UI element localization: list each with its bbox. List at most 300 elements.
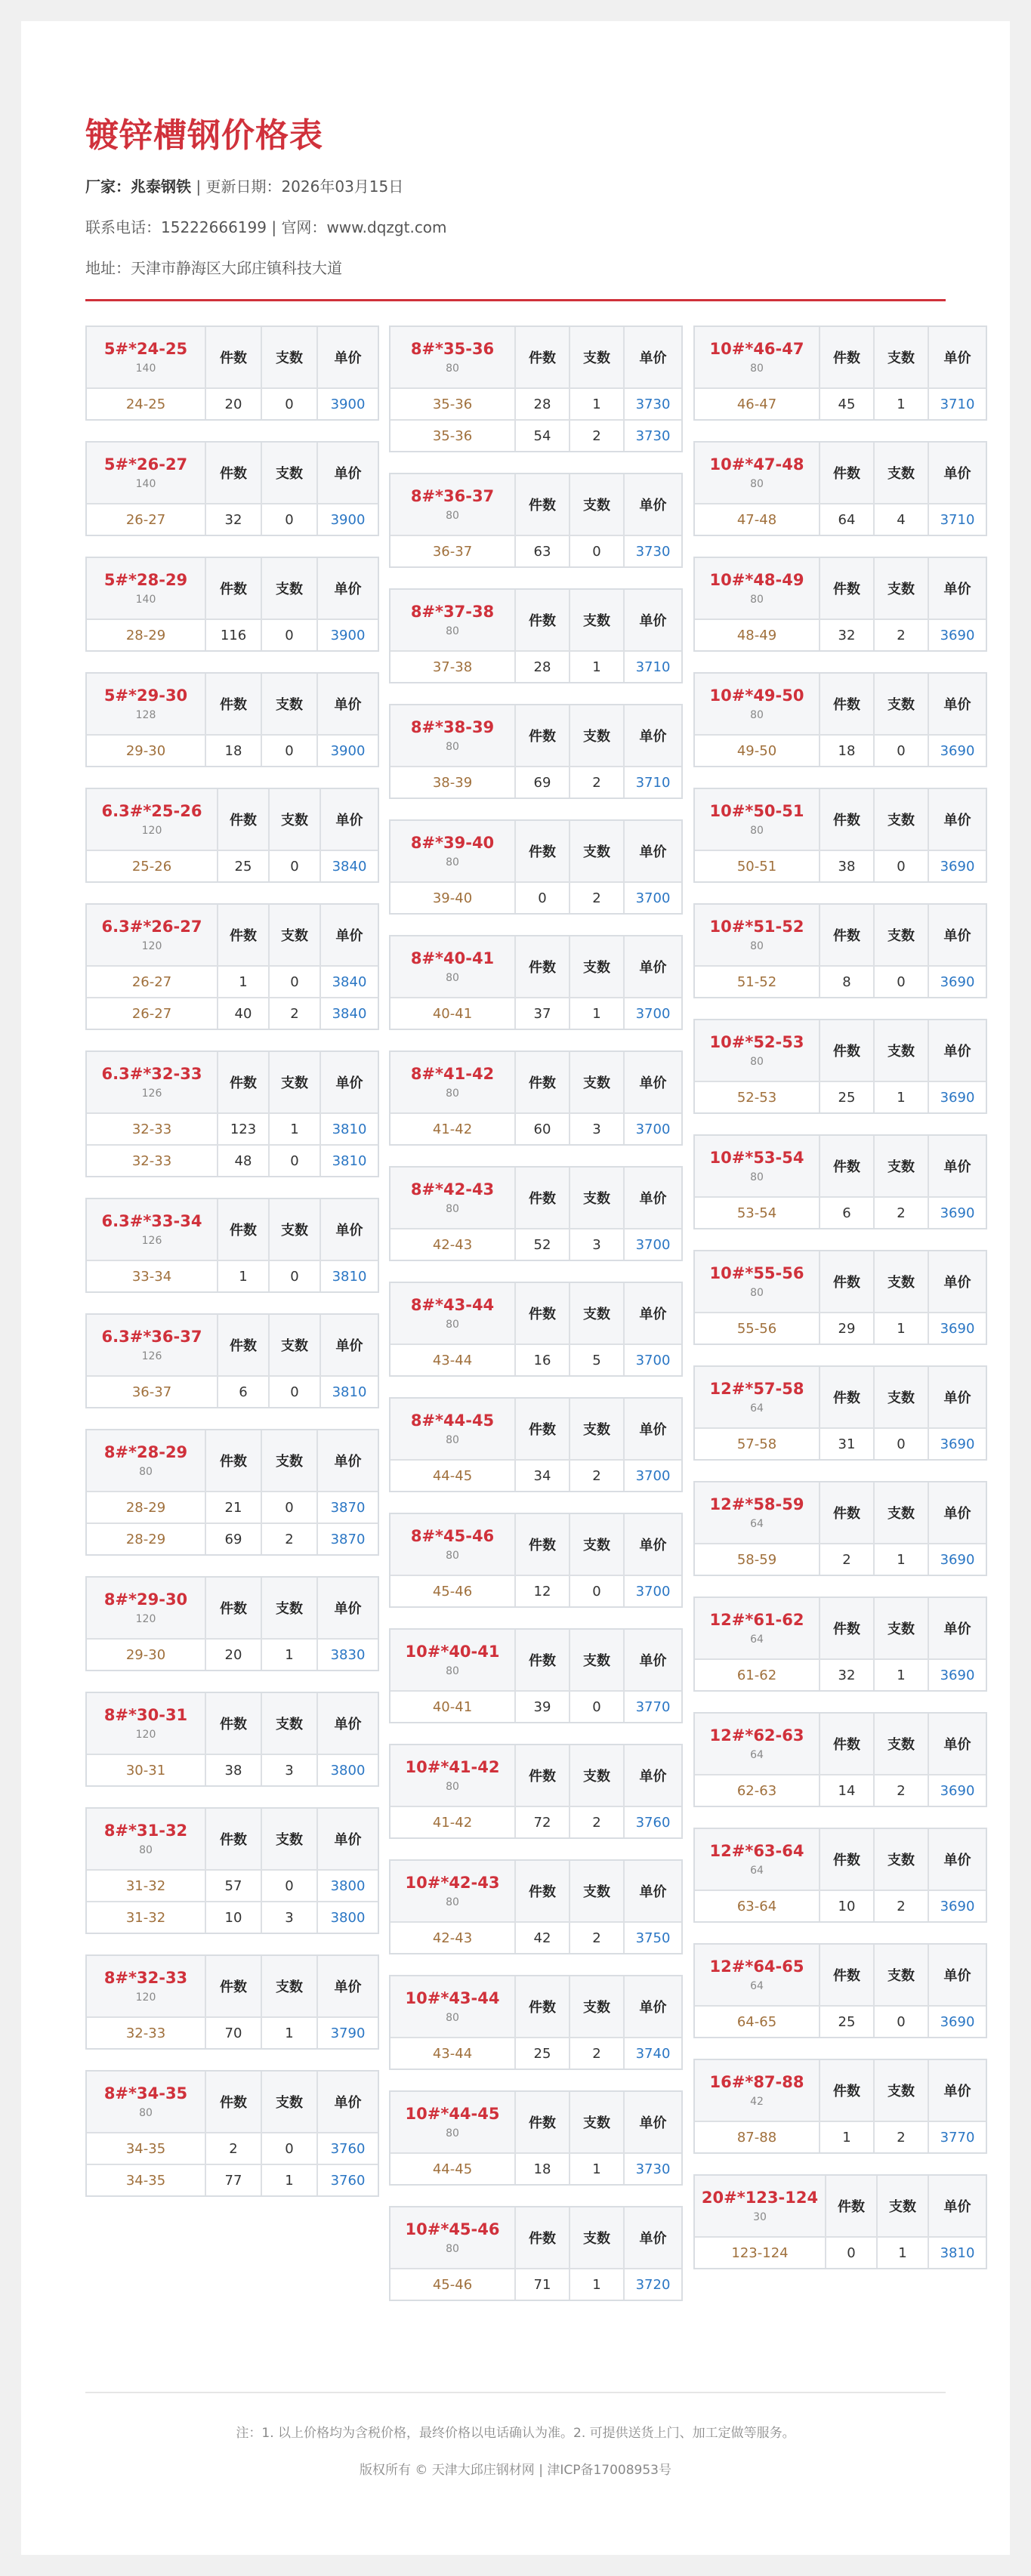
- count-header: 支数: [569, 1399, 623, 1459]
- product-name: 10#*48-49: [709, 571, 804, 589]
- product-subcount: 80: [446, 1665, 459, 1677]
- table-row: [87, 1375, 378, 1407]
- price-header: 单价: [928, 558, 986, 619]
- pieces-header: 件数: [514, 474, 569, 535]
- product-subcount: 120: [135, 1613, 156, 1625]
- price-table: [389, 1975, 683, 2070]
- pieces-cell: 2: [819, 1544, 873, 1575]
- product-name: 8#*37-38: [410, 603, 495, 621]
- table-header-row: [390, 2207, 681, 2268]
- pieces-header: 件数: [514, 1283, 569, 1344]
- count-header: 支数: [569, 2207, 623, 2268]
- count-cell: 0: [261, 1492, 316, 1522]
- spec-cell: 45-46: [432, 2276, 473, 2293]
- count-header: 支数: [569, 1168, 623, 1228]
- spec-cell: 24-25: [125, 396, 166, 412]
- pieces-cell: 54: [514, 421, 569, 451]
- pieces-header: 件数: [819, 1482, 873, 1543]
- table-row: [87, 2132, 378, 2164]
- count-cell: 1: [873, 1544, 928, 1575]
- manufacturer-label: 厂家：: [85, 177, 131, 196]
- price-table: [85, 1576, 379, 1671]
- table-header-row: [87, 1199, 378, 1260]
- table-row: [390, 2037, 681, 2069]
- count-header: 支数: [569, 1861, 623, 1921]
- price-table: [85, 1313, 379, 1408]
- spec-cell: 45-46: [432, 1583, 473, 1600]
- price-table: [389, 935, 683, 1030]
- price-table: [693, 1481, 987, 1576]
- product-name-cell: [390, 1630, 514, 1690]
- website-link[interactable]: www.dqzgt.com: [326, 218, 447, 236]
- count-cell: 0: [873, 736, 928, 766]
- price-cell: 3900: [316, 389, 378, 419]
- product-name: 8#*28-29: [103, 1443, 188, 1461]
- header-divider: [85, 299, 946, 301]
- price-cell: 3800: [316, 1755, 378, 1785]
- price-table: [389, 2206, 683, 2301]
- price-cell: 3730: [623, 536, 681, 566]
- spec-cell: 43-44: [432, 2045, 473, 2062]
- product-subcount: 140: [135, 478, 156, 490]
- price-table: [389, 1397, 683, 1492]
- table-header-row: [87, 1809, 378, 1869]
- table-row: [390, 387, 681, 419]
- count-cell: 3: [261, 1755, 316, 1785]
- product-name: 10#*40-41: [405, 1643, 500, 1661]
- product-subcount: 120: [135, 1991, 156, 2004]
- price-header: 单价: [623, 327, 681, 387]
- table-row: [695, 1658, 986, 1690]
- pieces-header: 件数: [217, 789, 268, 850]
- table-header-row: [87, 327, 378, 387]
- table-header-row: [87, 1693, 378, 1754]
- price-table: [389, 1628, 683, 1723]
- count-header: 支数: [569, 1630, 623, 1690]
- price-header: 单价: [316, 558, 378, 619]
- product-name-cell: [695, 2176, 825, 2236]
- pieces-cell: 2: [205, 2133, 261, 2164]
- product-name-cell: [390, 1399, 514, 1459]
- count-header: 支数: [873, 674, 928, 734]
- product-subcount: 80: [446, 856, 459, 868]
- table-row: [695, 850, 986, 881]
- product-name: 8#*44-45: [410, 1411, 495, 1430]
- count-cell: 1: [873, 1660, 928, 1690]
- count-header: 支数: [268, 1315, 319, 1375]
- table-header-row: [695, 2060, 986, 2121]
- pieces-header: 件数: [205, 443, 261, 503]
- pieces-header: 件数: [819, 905, 873, 965]
- pieces-header: 件数: [819, 1714, 873, 1774]
- price-header: 单价: [928, 1367, 986, 1427]
- price-cell: 3690: [928, 1544, 986, 1575]
- price-header: 单价: [623, 705, 681, 766]
- product-name: 12#*58-59: [709, 1495, 804, 1513]
- price-table: [389, 473, 683, 568]
- table-header-row: [390, 1976, 681, 2037]
- spec-cell: 51-52: [736, 973, 777, 990]
- product-subcount: 80: [446, 1781, 459, 1793]
- product-name-cell: [87, 1052, 217, 1112]
- count-header: 支数: [876, 2176, 928, 2236]
- price-cell: 3760: [316, 2165, 378, 2195]
- spec-cell: 28-29: [125, 1531, 166, 1547]
- table-row: [87, 965, 378, 997]
- price-table: [693, 1134, 987, 1229]
- product-subcount: 80: [446, 2127, 459, 2139]
- table-header-row: [695, 1829, 986, 1890]
- spec-cell: 48-49: [736, 627, 777, 643]
- price-cell: 3700: [623, 1461, 681, 1491]
- product-name-cell: [390, 1514, 514, 1575]
- spec-cell: 32-33: [131, 1152, 172, 1169]
- pieces-header: 件数: [825, 2176, 876, 2236]
- count-cell: 2: [569, 1923, 623, 1953]
- count-header: 支数: [261, 2072, 316, 2132]
- price-header: 单价: [928, 1251, 986, 1312]
- price-cell: 3730: [623, 389, 681, 419]
- product-subcount: 80: [750, 1171, 764, 1183]
- product-name-cell: [390, 1052, 514, 1112]
- product-name: 6.3#*32-33: [101, 1065, 202, 1083]
- product-subcount: 80: [446, 2243, 459, 2255]
- price-cell: 3900: [316, 620, 378, 650]
- phone-label: 联系电话：: [85, 218, 161, 236]
- price-table: [85, 1198, 379, 1293]
- product-name-cell: [87, 674, 205, 734]
- page-title: 镀锌槽钢价格表: [85, 116, 323, 155]
- pieces-header: 件数: [205, 1693, 261, 1754]
- table-row: [390, 1344, 681, 1375]
- count-cell: 0: [261, 736, 316, 766]
- table-row: [695, 734, 986, 766]
- pieces-header: 件数: [205, 2072, 261, 2132]
- price-header: 单价: [928, 1598, 986, 1658]
- pieces-cell: 57: [205, 1871, 261, 1901]
- price-header: 单价: [319, 905, 378, 965]
- table-row: [390, 1112, 681, 1144]
- product-name: 5#*29-30: [103, 686, 188, 705]
- count-cell: 1: [569, 2269, 623, 2300]
- count-cell: 0: [268, 967, 319, 997]
- price-table: [85, 325, 379, 421]
- product-subcount: 80: [446, 1319, 459, 1331]
- table-header-row: [390, 1514, 681, 1575]
- pieces-cell: 38: [819, 851, 873, 881]
- table-row: [390, 419, 681, 451]
- product-subcount: 80: [750, 1056, 764, 1068]
- count-header: 支数: [569, 821, 623, 881]
- product-name: 10#*53-54: [709, 1149, 804, 1167]
- table-row: [390, 1575, 681, 1606]
- spec-cell: 37-38: [432, 659, 473, 675]
- count-cell: 1: [261, 2018, 316, 2048]
- price-cell: 3810: [319, 1377, 378, 1407]
- table-row: [87, 734, 378, 766]
- product-subcount: 80: [446, 1434, 459, 1446]
- count-cell: 0: [268, 1377, 319, 1407]
- table-row: [87, 1522, 378, 1554]
- spec-cell: 32-33: [131, 1121, 172, 1137]
- product-subcount: 80: [139, 2107, 153, 2119]
- phone-number[interactable]: 15222666199: [161, 218, 267, 236]
- product-name-cell: [87, 558, 205, 619]
- count-cell: 1: [873, 389, 928, 419]
- product-name: 8#*43-44: [410, 1296, 495, 1314]
- price-table: [389, 1744, 683, 1839]
- product-name-cell: [87, 1315, 217, 1375]
- price-header: 单价: [623, 1745, 681, 1806]
- spec-cell: 31-32: [125, 1877, 166, 1894]
- price-table: [389, 2090, 683, 2186]
- table-row: [695, 503, 986, 535]
- price-table: [693, 325, 987, 421]
- spec-cell: 123-124: [731, 2244, 789, 2261]
- spec-cell: 38-39: [432, 774, 473, 791]
- pieces-cell: 48: [217, 1146, 268, 1176]
- count-header: 支数: [569, 1976, 623, 2037]
- table-header-row: [695, 443, 986, 503]
- price-cell: 3840: [319, 967, 378, 997]
- count-header: 支数: [873, 1714, 928, 1774]
- price-column-3: [693, 325, 987, 2290]
- price-table: [85, 1692, 379, 1787]
- table-row: [87, 387, 378, 419]
- pieces-cell: 28: [514, 652, 569, 682]
- contact-line: [85, 207, 946, 248]
- price-header: 单价: [319, 1315, 378, 1375]
- count-header: 支数: [873, 1251, 928, 1312]
- product-name-cell: [695, 1020, 819, 1081]
- count-cell: 0: [873, 851, 928, 881]
- spec-cell: 39-40: [432, 890, 473, 906]
- price-cell: 3760: [316, 2133, 378, 2164]
- product-name-cell: [87, 1430, 205, 1491]
- pieces-cell: 21: [205, 1492, 261, 1522]
- pieces-cell: 25: [217, 851, 268, 881]
- product-name-cell: [695, 1598, 819, 1658]
- count-cell: 0: [268, 1146, 319, 1176]
- count-cell: 2: [569, 2038, 623, 2069]
- price-columns: [85, 325, 975, 2312]
- pieces-cell: 34: [514, 1461, 569, 1491]
- table-row: [87, 997, 378, 1029]
- product-subcount: 128: [135, 709, 156, 721]
- pieces-header: 件数: [514, 821, 569, 881]
- price-header: 单价: [316, 1578, 378, 1638]
- count-header: 支数: [569, 1052, 623, 1112]
- table-header-row: [390, 705, 681, 766]
- price-cell: 3790: [316, 2018, 378, 2048]
- pieces-cell: 116: [205, 620, 261, 650]
- product-subcount: 120: [141, 940, 162, 952]
- spec-cell: 44-45: [432, 2161, 473, 2177]
- price-table: [389, 1166, 683, 1261]
- pieces-cell: 20: [205, 389, 261, 419]
- pieces-header: 件数: [819, 789, 873, 850]
- product-subcount: 126: [141, 1087, 162, 1100]
- spec-cell: 50-51: [736, 858, 777, 875]
- table-row: [87, 2016, 378, 2048]
- product-subcount: 42: [750, 2096, 764, 2108]
- product-name: 8#*32-33: [103, 1969, 188, 1987]
- product-subcount: 126: [141, 1350, 162, 1362]
- spec-cell: 29-30: [125, 742, 166, 759]
- count-header: 支数: [873, 1829, 928, 1890]
- pieces-cell: 70: [205, 2018, 261, 2048]
- price-table: [693, 1828, 987, 1923]
- spec-cell: 34-35: [125, 2140, 166, 2157]
- table-header-row: [390, 1052, 681, 1112]
- table-row: [87, 619, 378, 650]
- product-subcount: 64: [750, 1518, 764, 1530]
- product-name-cell: [695, 1829, 819, 1890]
- site-label: | 官网：: [266, 218, 327, 236]
- count-cell: 2: [873, 1775, 928, 1806]
- pieces-cell: 25: [819, 2007, 873, 2037]
- count-cell: 0: [268, 851, 319, 881]
- count-header: 支数: [268, 1052, 319, 1112]
- pieces-cell: 0: [514, 883, 569, 913]
- pieces-cell: 18: [514, 2154, 569, 2184]
- pieces-header: 件数: [819, 1598, 873, 1658]
- product-name: 12#*57-58: [709, 1380, 804, 1398]
- pieces-cell: 6: [217, 1377, 268, 1407]
- count-header: 支数: [569, 1283, 623, 1344]
- table-header-row: [390, 1745, 681, 1806]
- count-header: 支数: [873, 1367, 928, 1427]
- product-name: 5#*24-25: [103, 340, 188, 358]
- price-cell: 3740: [623, 2038, 681, 2069]
- spec-cell: 26-27: [131, 973, 172, 990]
- count-cell: 2: [873, 620, 928, 650]
- table-row: [390, 881, 681, 913]
- price-cell: 3690: [928, 736, 986, 766]
- pieces-cell: 32: [205, 504, 261, 535]
- product-name: 8#*34-35: [103, 2084, 188, 2102]
- pieces-cell: 60: [514, 1114, 569, 1144]
- product-subcount: 80: [750, 1287, 764, 1299]
- count-cell: 2: [261, 1524, 316, 1554]
- table-row: [695, 1312, 986, 1344]
- pieces-cell: 6: [819, 1198, 873, 1228]
- pieces-header: 件数: [217, 905, 268, 965]
- count-header: 支数: [569, 705, 623, 766]
- price-cell: 3710: [623, 767, 681, 797]
- pieces-header: 件数: [217, 1052, 268, 1112]
- price-table: [693, 672, 987, 767]
- price-header: 单价: [928, 327, 986, 387]
- product-name-cell: [390, 327, 514, 387]
- count-cell: 1: [569, 998, 623, 1029]
- product-name: 8#*41-42: [410, 1065, 495, 1083]
- spec-cell: 61-62: [736, 1667, 777, 1683]
- price-cell: 3750: [623, 1923, 681, 1953]
- table-header-row: [695, 674, 986, 734]
- product-name: 8#*31-32: [103, 1822, 188, 1840]
- table-header-row: [390, 821, 681, 881]
- count-header: 支数: [569, 1514, 623, 1575]
- count-header: 支数: [569, 2092, 623, 2152]
- count-cell: 1: [261, 2165, 316, 2195]
- count-header: 支数: [873, 1598, 928, 1658]
- pieces-cell: 32: [819, 620, 873, 650]
- pieces-cell: 32: [819, 1660, 873, 1690]
- product-subcount: 80: [750, 594, 764, 606]
- price-cell: 3730: [623, 2154, 681, 2184]
- table-row: [87, 1754, 378, 1785]
- product-subcount: 126: [141, 1235, 162, 1247]
- product-name: 8#*40-41: [410, 949, 495, 967]
- count-header: 支数: [873, 1482, 928, 1543]
- price-header: 单价: [316, 443, 378, 503]
- spec-cell: 31-32: [125, 1909, 166, 1926]
- product-name-cell: [87, 1578, 205, 1638]
- pieces-cell: 69: [514, 767, 569, 797]
- price-table: [85, 788, 379, 883]
- count-header: 支数: [873, 558, 928, 619]
- footer-note: 注：1. 以上价格均为含税价格，最终价格以电话确认为准。2. 可提供送货上门、加工定做等服务。: [236, 2426, 795, 2441]
- price-cell: 3690: [928, 1891, 986, 1921]
- price-cell: 3690: [928, 2007, 986, 2037]
- pieces-cell: 14: [819, 1775, 873, 1806]
- table-row: [390, 766, 681, 797]
- pieces-header: 件数: [819, 1020, 873, 1081]
- count-header: 支数: [873, 789, 928, 850]
- product-subcount: 80: [750, 940, 764, 952]
- count-cell: 3: [569, 1229, 623, 1260]
- table-header-row: [695, 327, 986, 387]
- product-name-cell: [87, 327, 205, 387]
- pieces-cell: 52: [514, 1229, 569, 1260]
- table-header-row: [695, 1945, 986, 2005]
- product-name-cell: [390, 1168, 514, 1228]
- price-sheet: [21, 21, 1010, 2555]
- count-cell: 0: [569, 1576, 623, 1606]
- product-name-cell: [695, 443, 819, 503]
- product-name: 5#*28-29: [103, 571, 188, 589]
- price-column-2: [389, 325, 683, 2321]
- count-header: 支数: [261, 327, 316, 387]
- pieces-cell: 18: [819, 736, 873, 766]
- price-header: 单价: [623, 936, 681, 997]
- spec-cell: 57-58: [736, 1436, 777, 1452]
- product-subcount: 64: [750, 1749, 764, 1761]
- price-table: [693, 2059, 987, 2154]
- pieces-header: 件数: [514, 327, 569, 387]
- pieces-header: 件数: [205, 558, 261, 619]
- price-header: 单价: [316, 1430, 378, 1491]
- count-cell: 1: [873, 1082, 928, 1112]
- count-cell: 2: [569, 767, 623, 797]
- price-header: 单价: [928, 1714, 986, 1774]
- spec-cell: 53-54: [736, 1205, 777, 1221]
- pieces-header: 件数: [205, 1430, 261, 1491]
- count-cell: 0: [261, 504, 316, 535]
- pieces-cell: 123: [217, 1114, 268, 1144]
- price-header: 单价: [928, 1945, 986, 2005]
- price-cell: 3690: [928, 851, 986, 881]
- price-table: [85, 672, 379, 767]
- count-cell: 0: [873, 1429, 928, 1459]
- price-header: 单价: [928, 789, 986, 850]
- product-subcount: 80: [446, 2012, 459, 2024]
- price-cell: 3690: [928, 1660, 986, 1690]
- spec-cell: 49-50: [736, 742, 777, 759]
- count-header: 支数: [873, 443, 928, 503]
- pieces-header: 件数: [514, 1630, 569, 1690]
